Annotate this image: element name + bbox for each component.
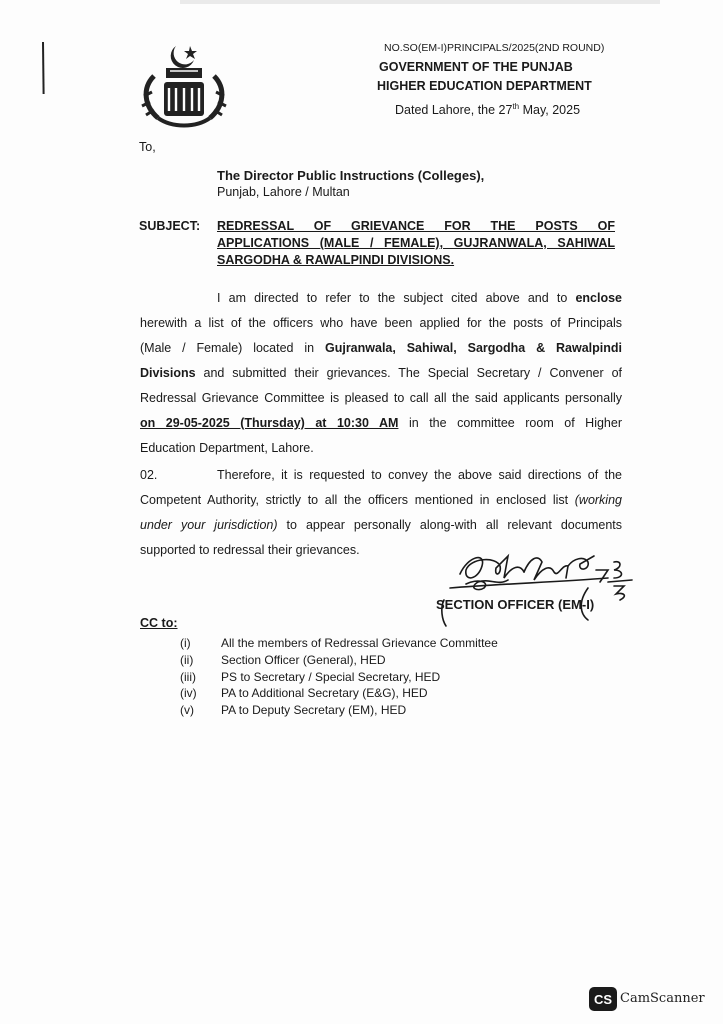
para2-number: 02. [140, 468, 158, 482]
cc-item-text: PA to Deputy Secretary (EM), HED [221, 703, 407, 717]
pen-stroke-mark [41, 42, 45, 94]
para2-line: under your jurisdiction) to appear personally along-with all relevant documents [140, 518, 623, 532]
reference-number: NO.SO(EM-I)PRINCIPALS/2025(2ND ROUND) [384, 42, 605, 54]
para1-line: Divisions and submitted their grievances. The Special Secretary / Convener of [140, 366, 622, 380]
to-label: To, [139, 140, 156, 154]
cc-item-number: (v) [180, 703, 194, 717]
subject-label: SUBJECT: [139, 219, 201, 233]
department-title: HIGHER EDUCATION DEPARTMENT [377, 79, 592, 93]
camscanner-watermark: CamScanner [620, 991, 705, 1006]
signatory-title: SECTION OFFICER (EM-I) [436, 597, 595, 612]
cc-item-text: PS to Secretary / Special Secretary, HED [221, 670, 441, 684]
cc-item-number: (ii) [180, 653, 194, 667]
subject-line: SARGODHA & RAWALPINDI DIVISIONS. [217, 253, 455, 267]
dated-line: Dated Lahore, the 27th May, 2025 [395, 102, 581, 118]
para1-line: (Male / Female) located in Gujranwala, Sahiwal, Sargodha & Rawalpindi [140, 341, 623, 355]
para1-line: Education Department, Lahore. [140, 441, 314, 455]
para1-line: on 29-05-2025 (Thursday) at 10:30 AM in the committee room of Higher [140, 416, 622, 430]
government-title: GOVERNMENT OF THE PUNJAB [379, 60, 573, 74]
para1-line: Redressal Grievance Committee is pleased to call all the said applicants personally [140, 391, 622, 405]
para2-line: Therefore, it is requested to convey the above said directions of the [217, 468, 622, 482]
cc-item-number: (i) [180, 636, 191, 650]
punjab-emblem-icon [136, 36, 232, 132]
addressee-location: Punjab, Lahore / Multan [217, 185, 350, 199]
cc-item-text: PA to Additional Secretary (E&G), HED [221, 686, 428, 700]
para2-line: Competent Authority, strictly to all the officers mentioned in enclosed list (working [140, 493, 622, 507]
cc-item-number: (iii) [180, 670, 196, 684]
para2-line: supported to redressal their grievances. [140, 543, 360, 557]
addressee-name: The Director Public Instructions (Colleges), [217, 168, 485, 183]
subject-line: APPLICATIONS (MALE / FEMALE), GUJRANWALA, SAHIWAL [217, 236, 615, 250]
camscanner-logo-icon [589, 987, 617, 1011]
para1-line: herewith a list of the officers who have been applied for the posts of Principals [140, 316, 622, 330]
para1-line: I am directed to refer to the subject cited above and to enclose [217, 291, 622, 305]
handwritten-signature [438, 548, 638, 628]
scan-bleed-mark [180, 0, 660, 6]
svg-text:CS: CS [593, 992, 613, 1007]
cc-label: CC to: [140, 616, 178, 630]
meeting-datetime: on 29-05-2025 (Thursday) at 10:30 AM [140, 416, 399, 430]
cc-item-text: All the members of Redressal Grievance Committee [221, 636, 498, 650]
cc-item-number: (iv) [180, 686, 197, 700]
cc-item-text: Section Officer (General), HED [221, 653, 386, 667]
subject-line: REDRESSAL OF GRIEVANCE FOR THE POSTS OF [217, 219, 615, 233]
